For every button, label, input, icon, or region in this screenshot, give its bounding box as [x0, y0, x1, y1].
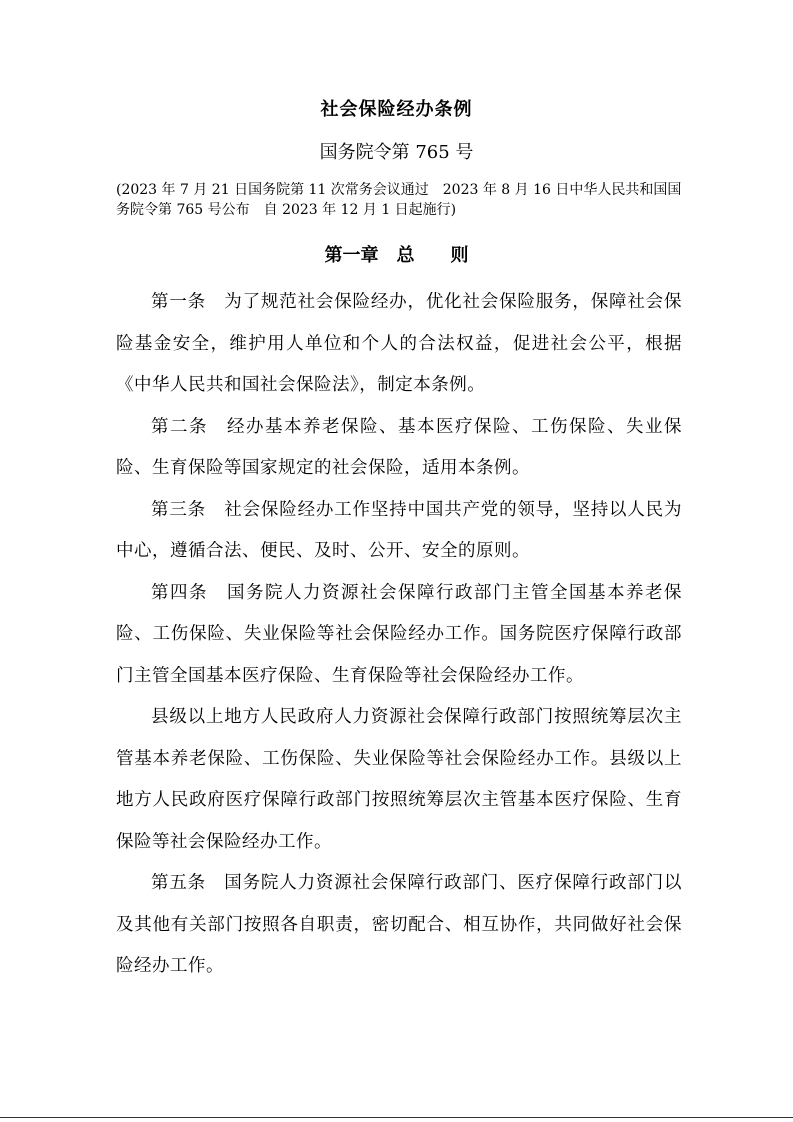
article-3: 第三条 社会保险经办工作坚持中国共产党的领导，坚持以人民为中心，遵循合法、便民、及时、公开、安全的原则。 [116, 499, 682, 561]
article-2: 第二条 经办基本养老保险、基本医疗保险、工伤保险、失业保险、生育保险等国家规定的社会保险，适用本条例。 [116, 416, 682, 478]
article-4: 第四条 国务院人力资源社会保障行政部门主管全国基本养老保险、工伤保险、失业保险等社会保险经办工作。国务院医疗保障行政部门主管全国基本医疗保险、生育保险等社会保险经办工作。 [116, 582, 682, 686]
chapter-heading: 第一章 总 则 [324, 245, 469, 266]
article-4-paragraph-2: 县级以上地方人民政府人力资源社会保障行政部门按照统筹层次主管基本养老保险、工伤保险、失业保险等社会保险经办工作。县级以上地方人民政府医疗保障行政部门按照统筹层次主管基本医疗保险、生育保险等社会保险经办工作。 [116, 707, 682, 852]
article-5: 第五条 国务院人力资源社会保障行政部门、医疗保障行政部门以及其他有关部门按照各自职责，密切配合、相互协作，共同做好社会保险经办工作。 [116, 873, 682, 976]
adoption-note: (2023 年 7 月 21 日国务院第 11 次常务会议通过 2023 年 8 月 16 日中华人民共和国国务院令第 765 号公布 自 2023 年 12 月 1 日起施行) [116, 182, 682, 218]
order-number: 国务院令第 765 号 [319, 142, 474, 163]
article-1: 第一条 为了规范社会保险经办，优化社会保险服务，保障社会保险基金安全，维护用人单位和个人的合法权益，促进社会公平，根据《中华人民共和国社会保险法》，制定本条例。 [116, 292, 682, 395]
document-title: 社会保险经办条例 [320, 99, 473, 120]
document-body [116, 282, 682, 988]
page-bottom-divider [0, 1117, 793, 1118]
